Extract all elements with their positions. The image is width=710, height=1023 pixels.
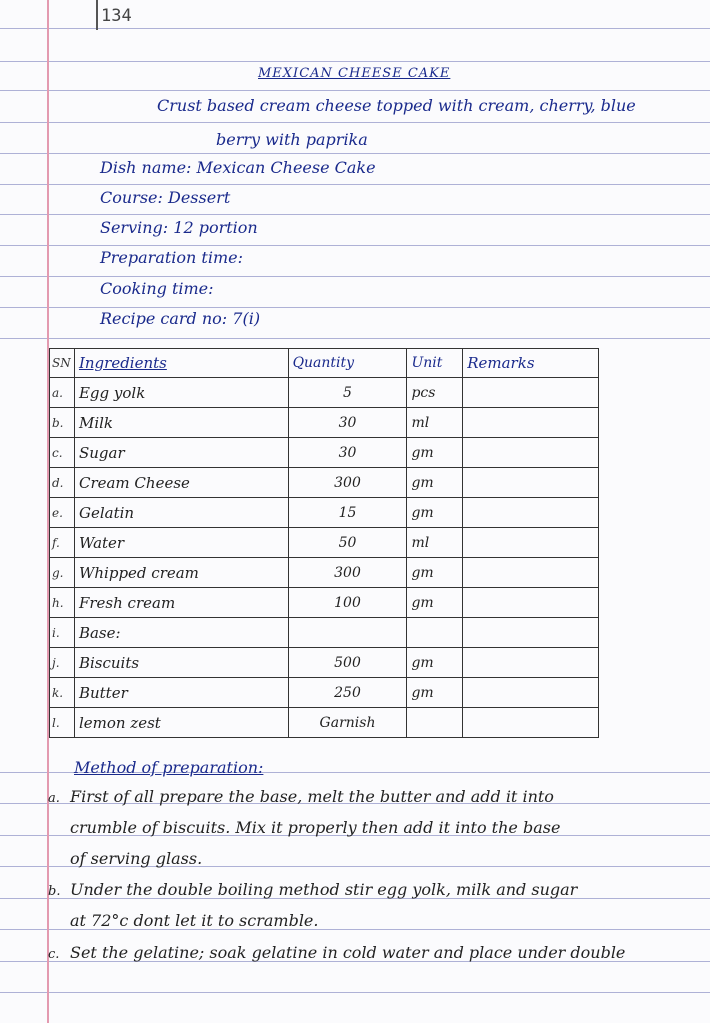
cell-sn: a. — [50, 378, 75, 408]
table-row — [50, 648, 599, 678]
ruled-line — [0, 245, 710, 246]
cell-ingredient: Water — [74, 528, 288, 558]
ruled-line — [0, 338, 710, 339]
cell-sn: k. — [50, 678, 75, 708]
cell-ingredient: Sugar — [74, 438, 288, 468]
cell-quantity: 30 — [288, 438, 407, 468]
method-step-text: crumble of biscuits. Mix it properly then add it into the base — [70, 818, 561, 837]
cooking-time: Cooking time: — [100, 279, 214, 298]
cell-sn: e. — [50, 498, 75, 528]
cell-quantity: 15 — [288, 498, 407, 528]
cell-unit: gm — [407, 648, 463, 678]
cell-quantity: 500 — [288, 648, 407, 678]
cell-unit: gm — [407, 468, 463, 498]
cell-unit: gm — [407, 438, 463, 468]
cell-quantity: 300 — [288, 468, 407, 498]
method-title: Method of preparation: — [74, 758, 264, 777]
table-row — [50, 678, 599, 708]
cell-ingredient: Cream Cheese — [74, 468, 288, 498]
header-quantity: Quantity — [288, 349, 407, 378]
cell-ingredient: Milk — [74, 408, 288, 438]
cell-unit: ml — [407, 408, 463, 438]
header-sn: SN — [50, 349, 75, 378]
cell-ingredient: Whipped cream — [74, 558, 288, 588]
cell-remarks — [463, 408, 599, 438]
cell-quantity: 50 — [288, 528, 407, 558]
method-line — [48, 818, 560, 837]
page-number: 134 — [101, 6, 132, 26]
ruled-line — [0, 90, 710, 91]
cell-unit: pcs — [407, 378, 463, 408]
page-number-divider — [96, 0, 98, 30]
method-step-text: First of all prepare the base, melt the butter and add it into — [70, 787, 554, 806]
header-ingredients: Ingredients — [74, 349, 288, 378]
method-step-text: at 72°c dont let it to scramble. — [70, 911, 319, 930]
cell-ingredient: Base: — [74, 618, 288, 648]
table-row — [50, 468, 599, 498]
cell-sn: l. — [50, 708, 75, 738]
header-unit: Unit — [407, 349, 463, 378]
cell-ingredient: Butter — [74, 678, 288, 708]
cell-remarks — [463, 678, 599, 708]
table-header-row — [50, 349, 599, 378]
ingredients-table-body — [50, 378, 599, 738]
cell-remarks — [463, 588, 599, 618]
header-remarks: Remarks — [463, 349, 599, 378]
method-line — [48, 943, 625, 962]
cell-remarks — [463, 558, 599, 588]
description-line: Crust based cream cheese topped with cream, cherry, blue — [157, 96, 636, 115]
ruled-line — [0, 184, 710, 185]
ruled-line — [0, 276, 710, 277]
cell-remarks — [463, 618, 599, 648]
cell-quantity: 250 — [288, 678, 407, 708]
preparation-time: Preparation time: — [100, 248, 243, 267]
cell-sn: d. — [50, 468, 75, 498]
cell-sn: g. — [50, 558, 75, 588]
table-row — [50, 708, 599, 738]
method-line — [48, 787, 554, 806]
cell-sn: h. — [50, 588, 75, 618]
cell-remarks — [463, 468, 599, 498]
cell-quantity: 300 — [288, 558, 407, 588]
cell-unit: gm — [407, 678, 463, 708]
cell-remarks — [463, 708, 599, 738]
cell-ingredient: Gelatin — [74, 498, 288, 528]
method-step-text: Under the double boiling method stir egg yolk, milk and sugar — [70, 880, 578, 899]
cell-unit — [407, 708, 463, 738]
table-row — [50, 558, 599, 588]
cell-unit: gm — [407, 588, 463, 618]
cell-remarks — [463, 498, 599, 528]
dish-name: Dish name: Mexican Cheese Cake — [100, 158, 376, 177]
table-row — [50, 408, 599, 438]
ruled-line — [0, 61, 710, 62]
cell-unit: gm — [407, 498, 463, 528]
cell-remarks — [463, 648, 599, 678]
method-line — [48, 911, 318, 930]
recipe-card-number: Recipe card no: 7(i) — [100, 309, 261, 328]
table-row — [50, 588, 599, 618]
method-line — [48, 880, 577, 899]
cell-ingredient: Fresh cream — [74, 588, 288, 618]
cell-sn: b. — [50, 408, 75, 438]
description-line: berry with paprika — [216, 130, 368, 149]
ruled-line — [0, 992, 710, 993]
table-row — [50, 498, 599, 528]
method-step-text: of serving glass. — [70, 849, 203, 868]
cell-quantity — [288, 618, 407, 648]
table-row — [50, 618, 599, 648]
table-row — [50, 438, 599, 468]
cell-remarks — [463, 528, 599, 558]
method-step-text: Set the gelatine; soak gelatine in cold water and place under double — [70, 943, 626, 962]
method-step-label: a. — [48, 791, 60, 806]
cell-sn: c. — [50, 438, 75, 468]
ruled-line — [0, 122, 710, 123]
ruled-line — [0, 28, 710, 29]
cell-unit: gm — [407, 558, 463, 588]
ruled-line — [0, 214, 710, 215]
ruled-line — [0, 153, 710, 154]
serving: Serving: 12 portion — [100, 218, 258, 237]
method-line — [48, 849, 202, 868]
cell-unit: ml — [407, 528, 463, 558]
method-step-label: b. — [48, 884, 61, 899]
cell-quantity: Garnish — [288, 708, 407, 738]
cell-ingredient: Egg yolk — [74, 378, 288, 408]
cell-sn: f. — [50, 528, 75, 558]
cell-ingredient: Biscuits — [74, 648, 288, 678]
cell-remarks — [463, 378, 599, 408]
cell-sn: j. — [50, 648, 75, 678]
table-row — [50, 528, 599, 558]
method-step-label: c. — [48, 947, 60, 962]
cell-remarks — [463, 438, 599, 468]
recipe-title: MEXICAN CHEESE CAKE — [258, 66, 451, 81]
ingredients-table — [49, 348, 599, 738]
cell-quantity: 100 — [288, 588, 407, 618]
course: Course: Dessert — [100, 188, 231, 207]
ruled-line — [0, 307, 710, 308]
cell-quantity: 30 — [288, 408, 407, 438]
cell-quantity: 5 — [288, 378, 407, 408]
cell-sn: i. — [50, 618, 75, 648]
cell-unit — [407, 618, 463, 648]
table-row — [50, 378, 599, 408]
cell-ingredient: lemon zest — [74, 708, 288, 738]
